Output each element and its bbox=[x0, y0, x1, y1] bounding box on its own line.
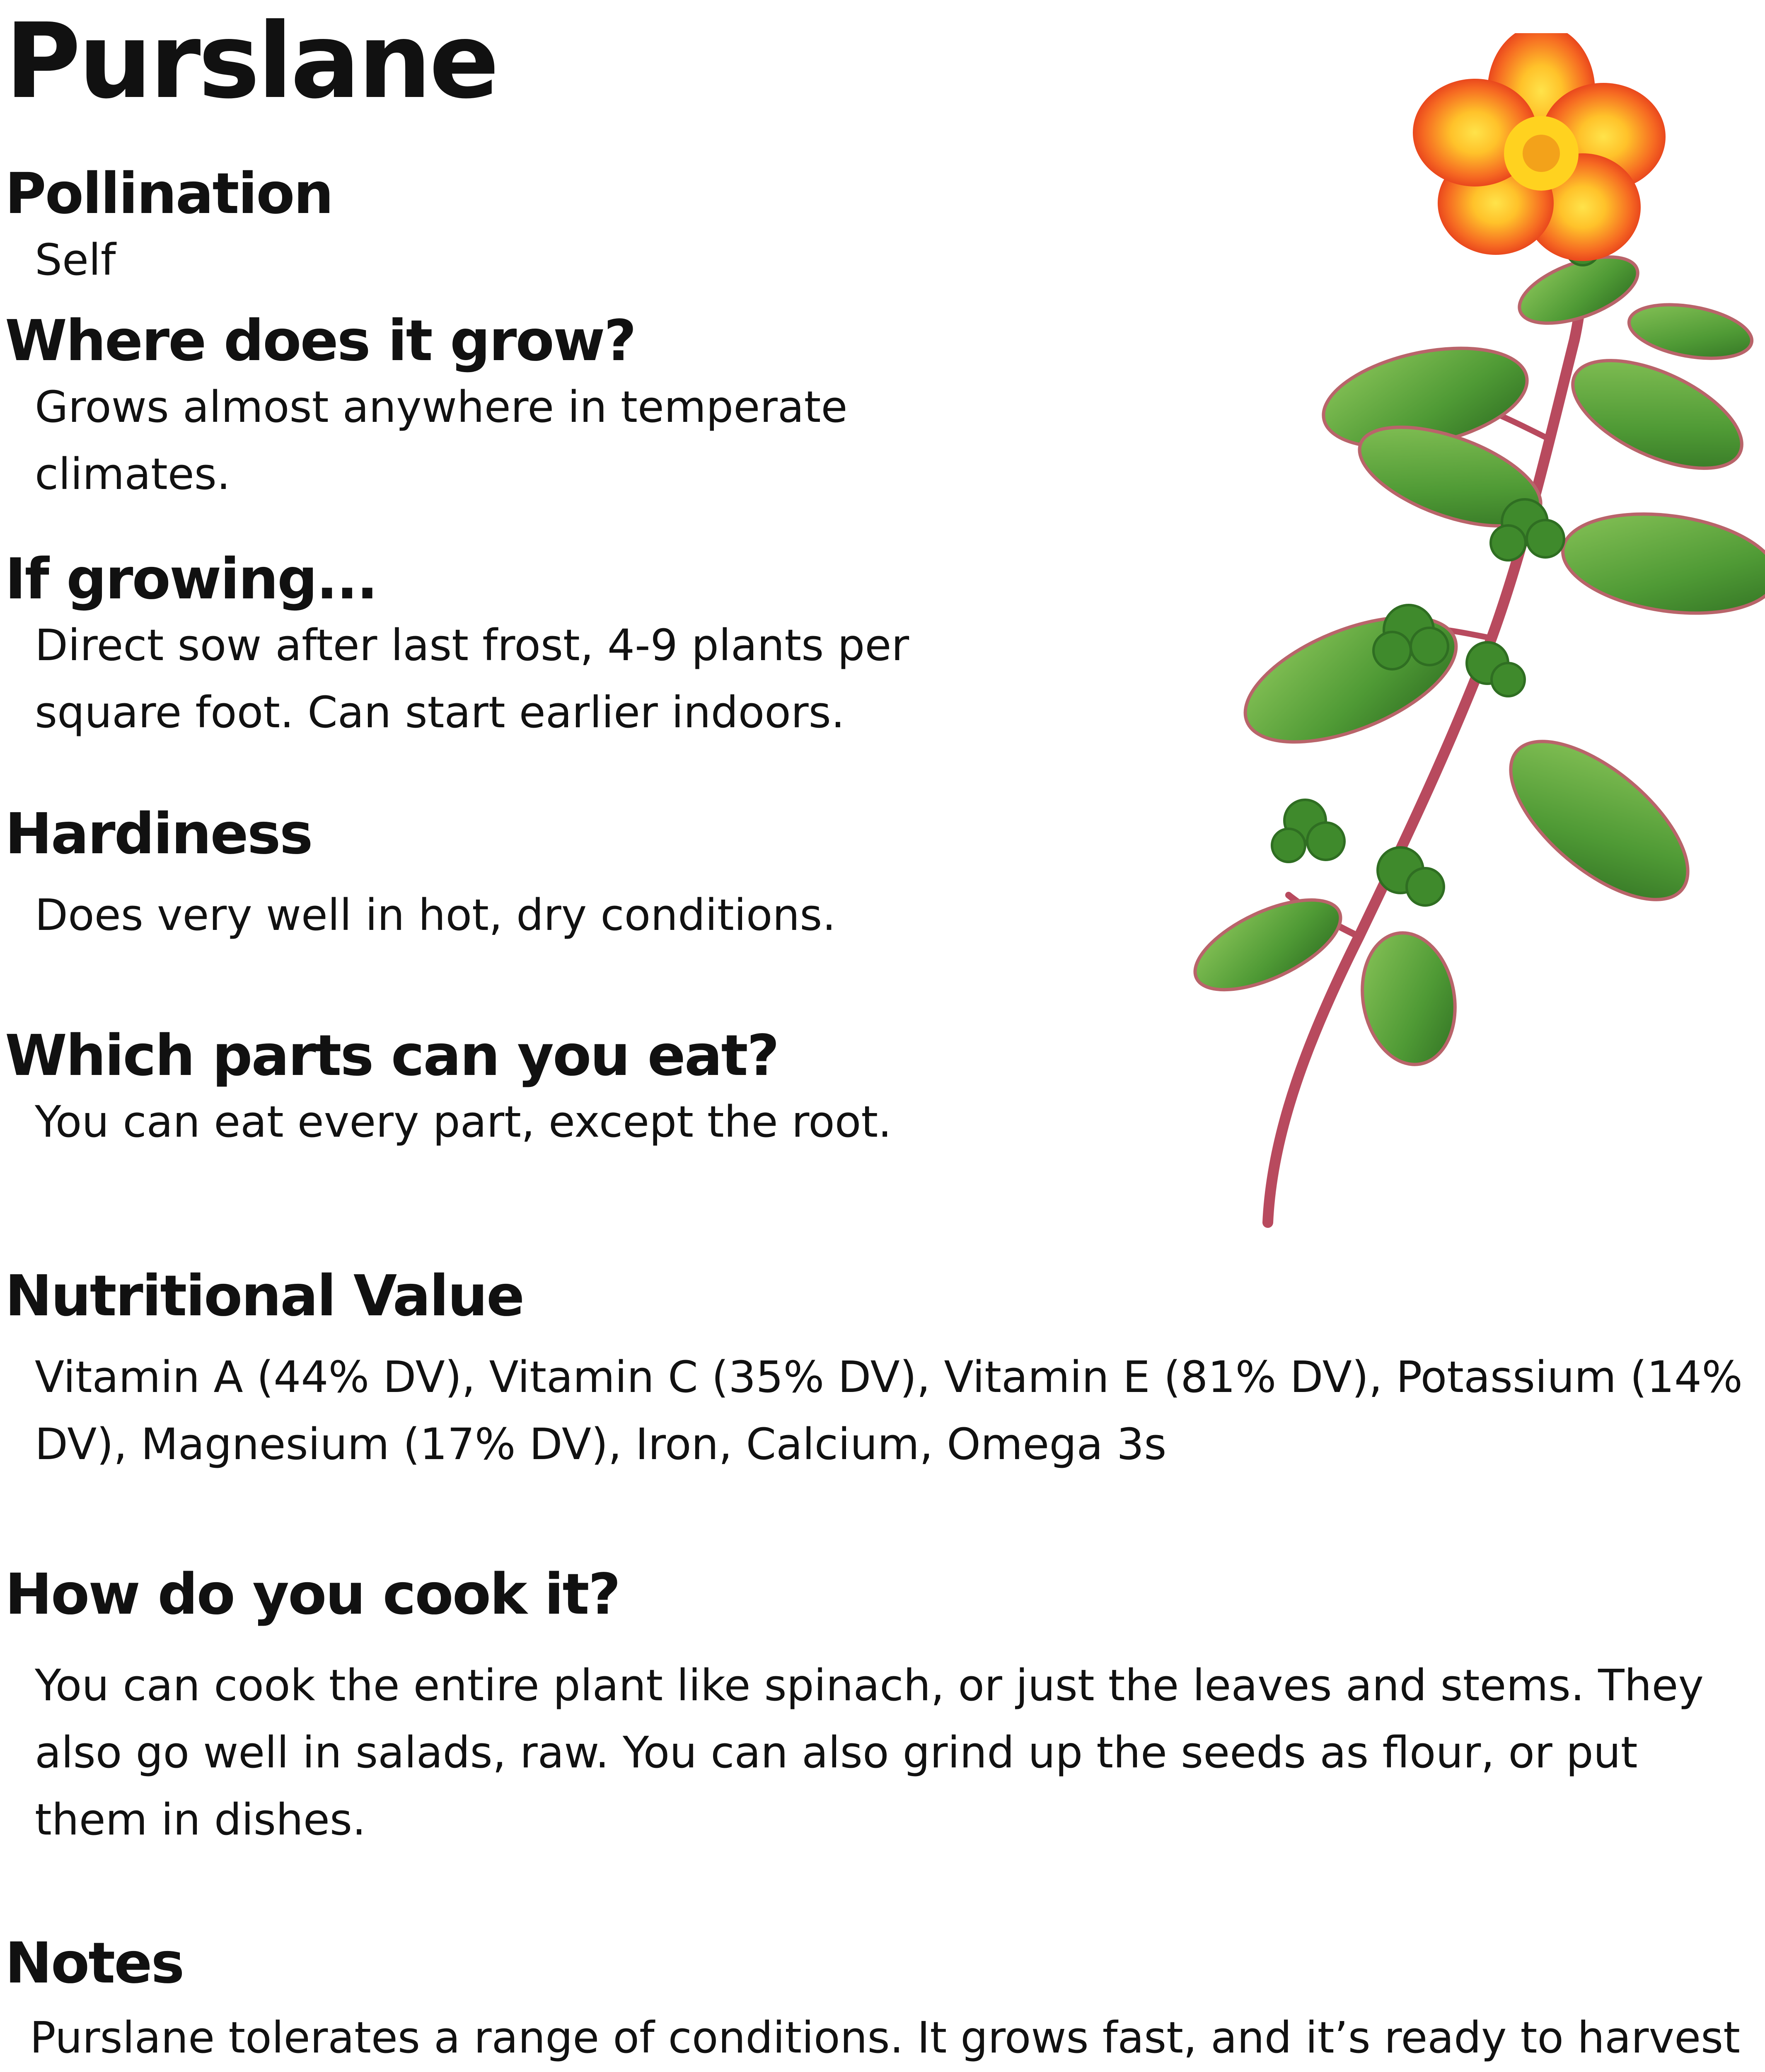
section-nutritional-value bbox=[5, 1264, 1745, 1478]
section-heading: Nutritional Value bbox=[5, 1264, 524, 1329]
purslane-plant-illustration bbox=[1094, 33, 1765, 1251]
section-text: Self bbox=[35, 235, 116, 286]
section-edible-parts bbox=[5, 1024, 1082, 1155]
section-cooking bbox=[5, 1562, 1745, 1853]
section-if-growing bbox=[5, 547, 999, 746]
section-text: Direct sow after last frost, 4-9 plants per square foot. Can start earlier indoors. bbox=[35, 620, 909, 738]
section-text: Grows almost anywhere in temperate climates. bbox=[35, 382, 848, 500]
section-hardiness bbox=[5, 802, 1066, 949]
page-title: Purslane bbox=[5, 1, 497, 121]
section-text: You can eat every part, except the root. bbox=[35, 1097, 892, 1147]
section-text: Does very well in hot, dry conditions. bbox=[35, 890, 836, 941]
section-heading: Where does it grow? bbox=[5, 308, 636, 374]
section-notes bbox=[5, 1931, 1745, 2072]
section-text: Purslane tolerates a range of conditions. It grows fast, and it’s ready to harvest bbox=[30, 2012, 1741, 2063]
section-heading: If growing... bbox=[5, 547, 377, 612]
section-text: You can cook the entire plant like spinach, or just the leaves and stems. They also go well in salads, raw. You can also grind up the seeds as flour, or put them in dishes. bbox=[35, 1660, 1704, 1845]
section-heading: How do you cook it? bbox=[5, 1562, 620, 1627]
section-heading: Notes bbox=[5, 1931, 184, 1996]
section-text: Vitamin A (44% DV), Vitamin C (35% DV), Vitamin E (81% DV), Potassium (14% DV), Magnesium (17% DV), Iron, Calcium, Omega 3s bbox=[35, 1352, 1743, 1470]
section-pollination bbox=[5, 162, 1066, 293]
section-where-grow bbox=[5, 309, 896, 508]
section-heading: Hardiness bbox=[5, 801, 312, 867]
section-heading: Pollination bbox=[5, 161, 333, 227]
section-heading: Which parts can you eat? bbox=[5, 1023, 779, 1089]
flower bbox=[1413, 33, 1666, 261]
